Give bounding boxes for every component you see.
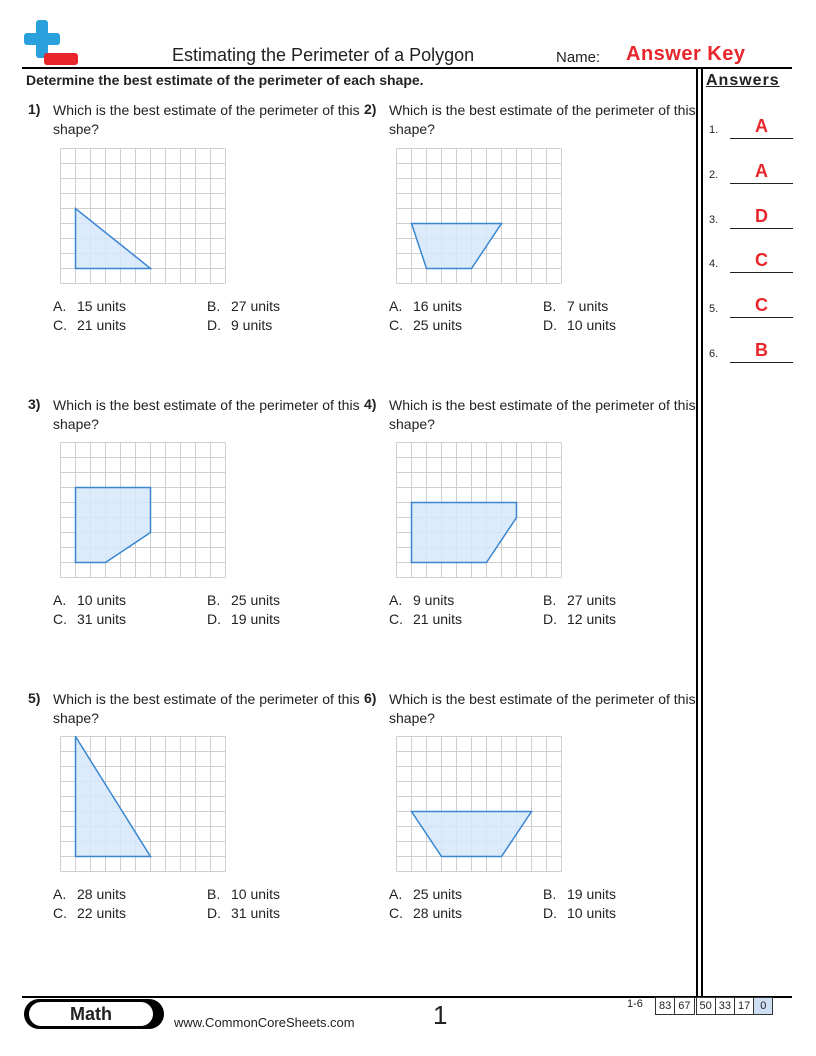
answer-number: 4. (709, 258, 719, 270)
answer-line (730, 272, 793, 273)
page-number: 1 (433, 1000, 448, 1030)
question-number: 1) (28, 101, 41, 117)
answers-divider (696, 68, 698, 996)
header-divider (22, 67, 792, 69)
answer-line (730, 228, 793, 229)
answer-key-label: Answer Key (626, 43, 746, 65)
choice-c: C. 21 units (389, 611, 463, 627)
choice-c: C. 22 units (53, 905, 127, 921)
question-number: 6) (364, 690, 377, 706)
answer-row (709, 99, 793, 139)
logo-icon (22, 18, 80, 68)
answer-line (730, 183, 793, 184)
choice-d: D. 10 units (543, 905, 617, 921)
polygon-shape (412, 224, 502, 269)
question-number: 2) (364, 101, 377, 117)
answer-row (709, 189, 793, 229)
question-text: Which is the best estimate of the perimeter of this shape? (389, 102, 696, 137)
answer-value: C (755, 295, 768, 315)
question-text: Which is the best estimate of the perimeter of this shape? (389, 691, 696, 726)
choice-d: D. 19 units (207, 611, 281, 627)
answer-number: 2. (709, 169, 719, 181)
question-number: 4) (364, 396, 377, 412)
choice-a: A. 10 units (53, 592, 127, 608)
choice-b: B. 27 units (543, 592, 617, 608)
shape-grid (396, 736, 563, 873)
choice-d: D. 10 units (543, 317, 617, 333)
choice-c: C. 21 units (53, 317, 127, 333)
name-label: Name: (556, 49, 601, 66)
question-text: Which is the best estimate of the perimeter of this shape? (53, 397, 360, 432)
answer-number: 6. (709, 348, 719, 360)
answer-row (709, 278, 793, 318)
shape-grid (60, 148, 227, 285)
answer-value: C (755, 250, 768, 270)
site-url: www.CommonCoreSheets.com (174, 1015, 355, 1030)
answer-line (730, 138, 793, 139)
question-text: Which is the best estimate of the perimeter of this shape? (53, 691, 360, 726)
choice-a: A. 25 units (389, 886, 463, 902)
subject-badge (24, 999, 164, 1029)
subject-label: Math (29, 1002, 153, 1026)
question-text: Which is the best estimate of the perimeter of this shape? (389, 397, 696, 432)
answer-row (709, 323, 793, 363)
answer-number: 5. (709, 303, 719, 315)
choice-a: A. 15 units (53, 298, 127, 314)
answer-line (730, 317, 793, 318)
answer-row (709, 144, 793, 184)
choice-b: B. 25 units (207, 592, 281, 608)
shape-grid (60, 442, 227, 579)
shape-grid (396, 148, 563, 285)
choice-b: B. 19 units (543, 886, 617, 902)
choice-d: D. 12 units (543, 611, 617, 627)
choice-a: A. 16 units (389, 298, 463, 314)
score-table (656, 997, 773, 1015)
choice-c: C. 25 units (389, 317, 463, 333)
polygon-shape (76, 488, 151, 563)
answer-value: B (755, 340, 768, 360)
score-cell: 50 (696, 997, 716, 1015)
answer-line (730, 362, 793, 363)
score-cell: 0 (753, 997, 773, 1015)
polygon-shape (412, 812, 532, 857)
score-cell: 33 (715, 997, 735, 1015)
choice-d: D. 9 units (207, 317, 273, 333)
shape-grid (396, 442, 563, 579)
choice-b: B. 10 units (207, 886, 281, 902)
question-number: 3) (28, 396, 41, 412)
choice-b: B. 27 units (207, 298, 281, 314)
answer-number: 1. (709, 124, 719, 136)
score-cell: 67 (674, 997, 694, 1015)
answer-row (709, 233, 793, 273)
question-range: 1-6 (627, 998, 643, 1010)
choice-c: C. 28 units (389, 905, 463, 921)
answer-value: D (755, 206, 768, 226)
choice-b: B. 7 units (543, 298, 609, 314)
page-title: Estimating the Perimeter of a Polygon (172, 45, 475, 65)
choice-c: C. 31 units (53, 611, 127, 627)
answer-value: A (755, 116, 768, 136)
choice-a: A. 28 units (53, 886, 127, 902)
answer-number: 3. (709, 214, 719, 226)
choice-a: A. 9 units (389, 592, 455, 608)
instructions: Determine the best estimate of the perimeter of each shape. (26, 72, 424, 88)
choice-d: D. 31 units (207, 905, 281, 921)
question-number: 5) (28, 690, 41, 706)
shape-grid (60, 736, 227, 873)
answers-heading: Answers (706, 72, 780, 89)
polygon-shape (412, 503, 517, 563)
question-text: Which is the best estimate of the perimeter of this shape? (53, 102, 360, 137)
answers-divider-inner (701, 68, 703, 996)
score-cell: 17 (734, 997, 754, 1015)
answer-value: A (755, 161, 768, 181)
score-cell: 83 (655, 997, 675, 1015)
